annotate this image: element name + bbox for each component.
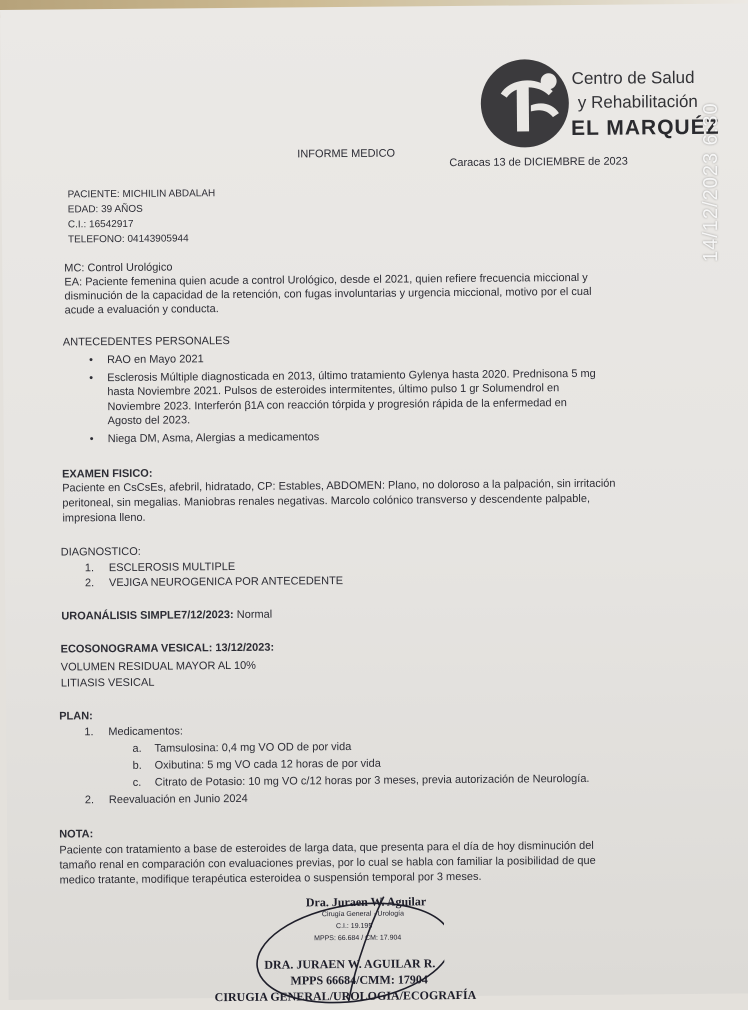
- diagnostico-title: DIAGNOSTICO:: [60, 545, 141, 559]
- patient-phone: TELEFONO: 04143905944: [67, 233, 189, 246]
- document-heading: INFORME MEDICO: [297, 147, 396, 161]
- antecedentes-list: [89, 349, 596, 446]
- uroanalisis-line: UROANÁLISIS SIMPLE7/12/2023: Normal: [61, 608, 273, 623]
- list-item: c. Citrato de Potasio: 10 mg VO c/12 horas por 3 meses, previa autorización de Neurología.: [132, 772, 590, 789]
- patient-name: PACIENTE: MICHILIN ABDALAH: [67, 188, 216, 201]
- stamp-line: Dra. Juraen W. Aguilar: [305, 894, 427, 910]
- ea-line: disminución de la capacidad de la retención, con fugas involuntarias y urgencia miccional, motivo por el cual: [64, 285, 592, 303]
- plan-item-2: 2. Reevaluación en Junio 2024: [84, 792, 248, 807]
- clinic-name-line1: Centro de Salud: [571, 67, 695, 89]
- antecedentes-title: ANTECEDENTES PERSONALES: [62, 335, 230, 349]
- meds-list: [132, 737, 589, 792]
- plan-title: PLAN:: [59, 710, 93, 723]
- photo-timestamp: 14/12/2023 6:30: [700, 102, 722, 262]
- stamp-line: MPPS: 66.684 / CM: 17.904: [314, 934, 402, 943]
- ea-line: acude a evaluación y conducta.: [64, 303, 219, 317]
- stamp-line: Cirugía General · Urología: [321, 910, 405, 919]
- stamp-line: C.I.: 19.195: [335, 922, 373, 931]
- doctor-specialty: CIRUGIA GENERAL/UROLOGIA/ECOGRAFÍA: [214, 987, 477, 1005]
- list-item: • RAO en Mayo 2021: [89, 353, 204, 367]
- clinic-name-line3: EL MARQUÉZ: [570, 115, 720, 141]
- patient-age: EDAD: 39 AÑOS: [67, 203, 143, 216]
- diagnostico-list: [85, 559, 343, 591]
- mc-line: MC: Control Urológico: [64, 261, 173, 275]
- patient-block: [68, 186, 216, 247]
- clinic-logo: [478, 57, 571, 150]
- document-page: [0, 3, 748, 1005]
- examen-title: EXAMEN FISICO:: [62, 467, 153, 481]
- nota-paragraph: Paciente con tratamiento a base de esteroides de larga data, que presenta para el día de hoy disminución del tamaño renal en comparación con evaluaciones previas, por lo cual se habla con familiar la posibilidad de que medico tratante, modifique terapéutica esteroidea o suspensión temporal por 3 meses.: [59, 839, 596, 887]
- list-item: a. Tamsulosina: 0,4 mg VO OD de por vida: [132, 740, 352, 755]
- place-date: Caracas 13 de DICIEMBRE de 2023: [449, 155, 628, 170]
- patient-ci: C.I.: 16542917: [67, 218, 134, 231]
- ea-paragraph: [64, 271, 591, 318]
- doctor-ids: MPPS 66684/CMM: 17904: [290, 972, 428, 988]
- ecosonograma-results: VOLUMEN RESIDUAL MAYOR AL 10% LITIASIS VESICAL: [60, 659, 257, 690]
- clinic-name-line2: y Rehabilitación: [577, 91, 698, 112]
- doctor-name: DRA. JURAEN W. AGUILAR R.: [264, 956, 436, 972]
- list-item: 2. VEJIGA NEUROGENICA POR ANTECEDENTE: [84, 575, 344, 590]
- ea-line: EA: Paciente femenina quien acude a control Urológico, desde el 2021, quien refiere frecuencia miccional y: [64, 271, 588, 289]
- list-item: b. Oxibutina: 5 mg VO cada 12 horas de por vida: [132, 757, 381, 772]
- ecosonograma-title: ECOSONOGRAMA VESICAL: 13/12/2023:: [60, 641, 275, 656]
- list-item: 1. ESCLEROSIS MULTIPLE: [84, 560, 236, 575]
- examen-paragraph: Paciente en CsCsEs, afebril, hidratado, CP: Estables, ABDOMEN: Plano, no doloroso a la palpación, sin irritación peritoneal, sin megalias. Maniobras renales negativas. Marcolo colónico transverso y descendente palpable, impresiona lleno.: [62, 477, 616, 525]
- list-item: • Esclerosis Múltiple diagnosticada en 2013, último tratamiento Gylenya hasta 2020. Prednisona 5 mg hasta Noviembre 2021. Pulsos de esteroides intermitentes, último pulso 1 gr Solumendrol en Noviembre 2023. Interferón β1A con reacción tórpida y progresión rápida de la enfermedad en Agosto del 2023.: [89, 367, 596, 428]
- nota-title: NOTA:: [59, 828, 94, 841]
- list-item: • Niega DM, Asma, Alergias a medicamentos: [89, 430, 320, 445]
- plan-item-1: 1. Medicamentos:: [84, 725, 183, 739]
